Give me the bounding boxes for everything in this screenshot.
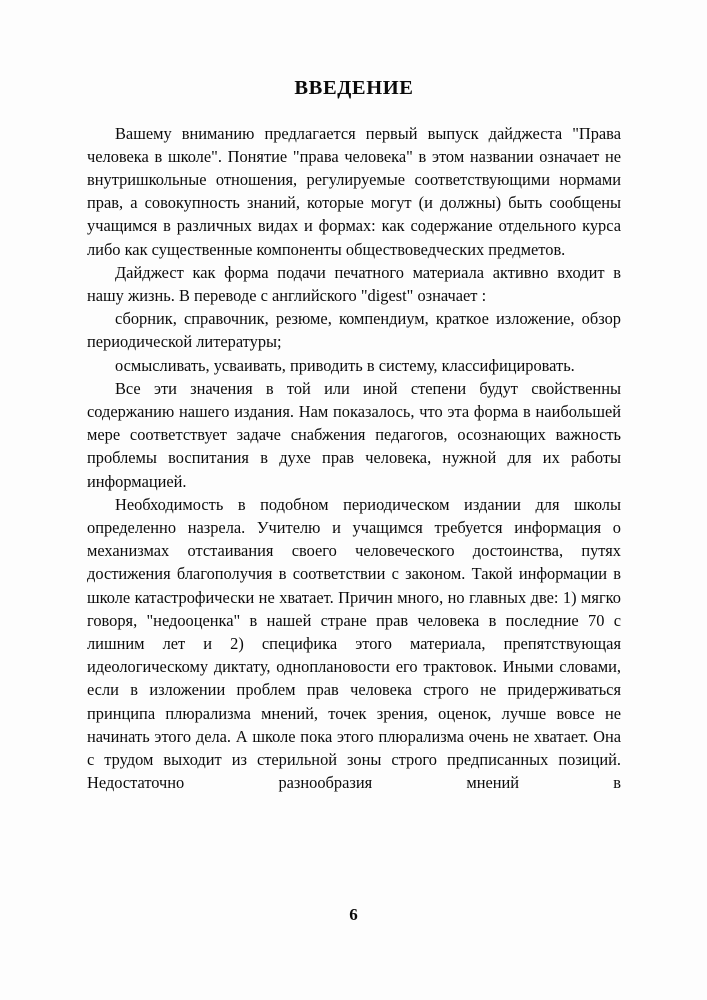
- paragraph-1: Вашему вниманию предлагается первый выпуск дайджеста "Права человека в школе". Понятие "права человека" в этом названии означает не внутришкольные отношения, регулируемые соответствующими нормами прав, а совокупность знаний, которые могут (и должны) быть сообщены учащимся в различных видах и формах: как содержание отдельного курса либо как существенные компоненты обществоведческих предметов.: [87, 123, 621, 259]
- paragraph-4: осмысливать, усваивать, приводить в систему, классифицировать.: [115, 355, 575, 375]
- page-number: 6: [349, 905, 358, 924]
- paragraph-2: Дайджест как форма подачи печатного материала активно входит в нашу жизнь. В переводе с английского "digest" означает :: [87, 262, 621, 305]
- page-title: ВВЕДЕНИЕ: [294, 77, 414, 99]
- page-content-area: [87, 0, 621, 818]
- paragraph-5: Все эти значения в той или иной степени будут свойственны содержанию нашего издания. Нам показалось, что эта форма в наибольшей мере соответствует задаче снабжения педагогов, осознающих важность проблемы воспитания в духе прав человека, нужной для их работы информацией.: [87, 378, 621, 491]
- paragraph-3: сборник, справочник, резюме, компендиум, краткое изложение, обзор периодической литературы;: [87, 309, 621, 352]
- body-text-block: [87, 122, 621, 818]
- paragraph-6: Необходимость в подобном периодическом издании для школы определенно назрела. Учителю и учащимся требуется информация о механизмах отстаивания своего человеческого достоинства, путях достижения благополучия в соответствии с законом. Такой информации в школе катастрофически не хватает. Причин много, но главных две: 1) мягко говоря, "недооценка" в нашей стране прав человека в последние 70 с лишним лет и 2) специфика этого материала, препятствующая идеологическому диктату, одноплановости его трактовок. Иными словами, если в изложении проблем прав человека строго не придерживаться принципа плюрализма мнений, точек зрения, оценок, лучше вовсе не начинать этого дела. А школе пока этого плюрализма очень не хватает. Она с трудом выходит из стерильной зоны строго предписанных позиций. Недостаточно разнообразия мнений в: [87, 494, 621, 793]
